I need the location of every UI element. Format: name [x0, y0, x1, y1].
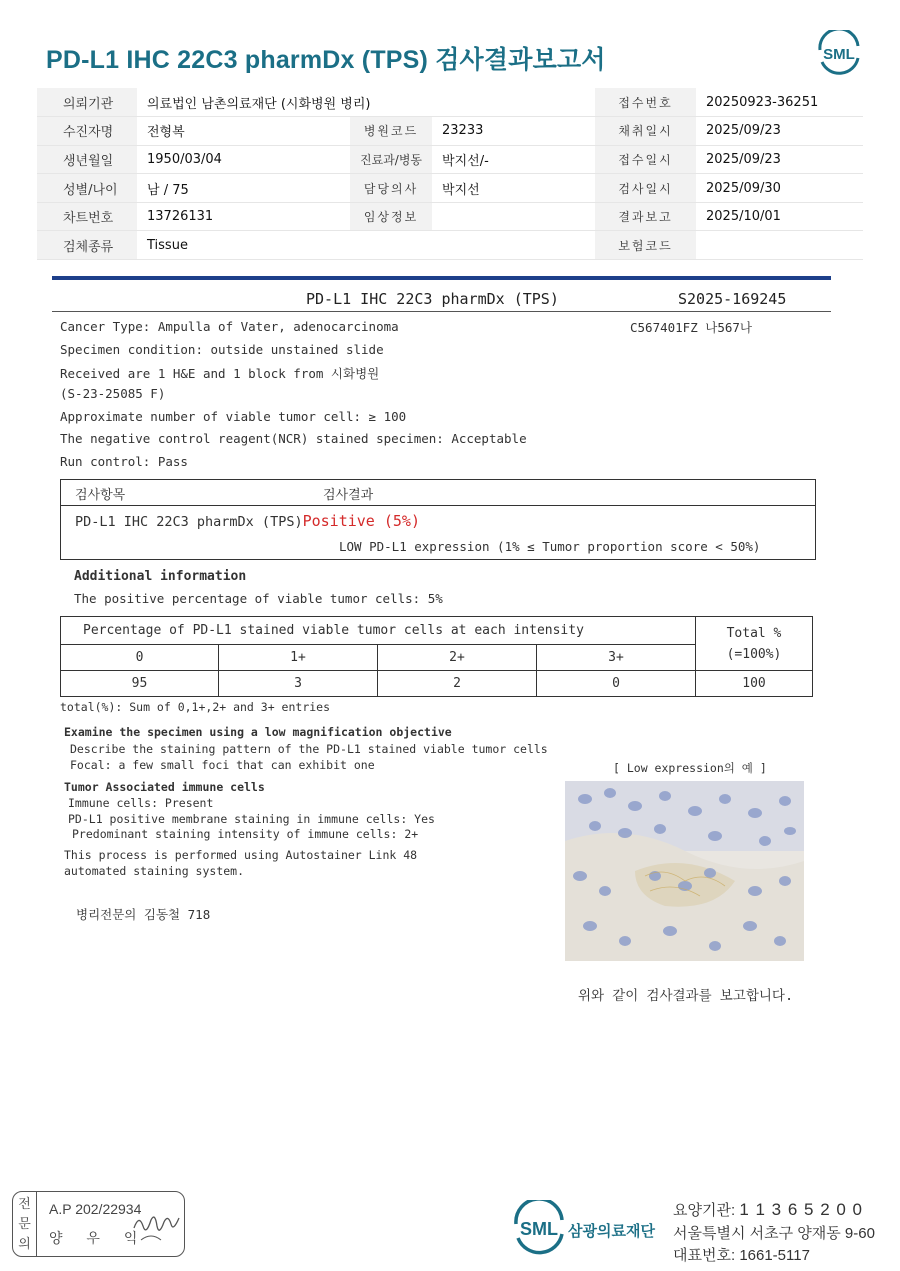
chart-label: 차트번호 — [37, 202, 137, 231]
total-label-1: Total % — [726, 625, 782, 641]
footer-phone: 1661-5117 — [739, 1247, 810, 1264]
report-test-name: PD-L1 IHC 22C3 pharmDx (TPS) — [306, 290, 559, 308]
process-line-2: automated staining system. — [64, 864, 245, 878]
clinical-label: 임상정보 — [350, 202, 432, 231]
report-title: PD-L1 IHC 22C3 pharmDx (TPS) 검사결과보고서 — [46, 46, 606, 74]
patient-info-table — [37, 88, 863, 260]
intensity-value-2: 2 — [378, 671, 537, 697]
microscopy-image — [565, 781, 804, 961]
doctor-value: 박지선 — [432, 174, 595, 203]
result-header-item: 검사항목 — [75, 488, 126, 503]
specimen-code: C567401FZ 나567나 — [630, 320, 752, 335]
immune-line-3: Predominant staining intensity of immune cells: 2+ — [72, 827, 419, 841]
institution-label: 의뢰기관 — [37, 88, 137, 117]
report-date-value: 2025/10/01 — [696, 202, 863, 231]
sex-age-value: 남 / 75 — [137, 174, 350, 203]
dept-value: 박지선/- — [432, 145, 595, 174]
birth-label: 생년월일 — [37, 145, 137, 174]
examine-line-2: Focal: a few small foci that can exhibit one — [70, 758, 375, 772]
process-line-1: This process is performed using Autostainer Link 48 — [64, 848, 418, 862]
result-item: PD-L1 IHC 22C3 pharmDx (TPS) — [75, 514, 303, 530]
insurance-label: 보험코드 — [595, 231, 696, 260]
intensity-total: 100 — [696, 671, 813, 697]
institution-value: 의료법인 남촌의료재단 (시화병원 병리) — [137, 88, 595, 117]
specimen-label: 검체종류 — [37, 231, 137, 260]
immune-title: Tumor Associated immune cells — [64, 780, 265, 794]
footer-logo — [510, 1200, 670, 1256]
receipt-date-label: 접수일시 — [595, 145, 696, 174]
pathologist-stamp — [12, 1191, 185, 1257]
clinical-value — [432, 202, 595, 231]
immune-line-2: PD-L1 positive membrane staining in immune cells: Yes — [68, 812, 435, 826]
received-line: Received are 1 H&E and 1 block from 시화병원 — [60, 366, 380, 381]
specimen-value: Tissue — [137, 231, 595, 260]
intensity-table — [60, 616, 813, 697]
immune-line-1: Immune cells: Present — [68, 796, 214, 810]
viable-tumor-line: Approximate number of viable tumor cell: ≥ 100 — [60, 409, 407, 424]
insurance-value — [696, 231, 863, 260]
intensity-value-3: 0 — [537, 671, 696, 697]
test-date-value: 2025/09/30 — [696, 174, 863, 203]
report-number: S2025-169245 — [678, 290, 787, 308]
result-positive-value: Positive (5%) — [302, 512, 420, 530]
sex-age-label: 성별/나이 — [37, 174, 137, 203]
sml-logo-icon — [814, 30, 864, 76]
hospital-code-label: 병원코드 — [350, 117, 432, 146]
report-date-label: 결과보고 — [595, 202, 696, 231]
intensity-header-2: 2+ — [378, 645, 537, 671]
result-row — [75, 512, 420, 530]
stamp-ap-number: A.P 202/22934 — [49, 1201, 142, 1217]
receipt-no-value: 20250923-36251 — [696, 88, 863, 117]
closing-statement: 위와 같이 검사결과를 보고합니다. — [578, 988, 794, 1004]
intensity-header-3: 3+ — [537, 645, 696, 671]
additional-info-title: Additional information — [74, 569, 247, 584]
run-control-line: Run control: Pass — [60, 454, 188, 469]
signature-icon — [131, 1206, 183, 1248]
dept-label: 진료과/병동 — [350, 145, 432, 174]
receipt-no-label: 접수번호 — [595, 88, 696, 117]
stamp-name: 양 우 익 — [49, 1230, 148, 1246]
intensity-table-title: Percentage of PD-L1 stained viable tumor cells at each intensity — [61, 617, 696, 645]
total-header — [696, 617, 813, 671]
receipt-date-value: 2025/09/23 — [696, 145, 863, 174]
footer-address: 서울특별시 서초구 양재동 9-60 — [673, 1225, 875, 1242]
svg-text:SML: SML — [520, 1219, 558, 1239]
test-date-label: 검사일시 — [595, 174, 696, 203]
hospital-code-value: 23233 — [432, 117, 595, 146]
additional-info-text: The positive percentage of viable tumor cells: 5% — [74, 591, 443, 606]
footer-org-name: 삼광의료재단 — [568, 1223, 655, 1240]
result-header-result: 검사결과 — [323, 488, 374, 503]
pathologist: 병리전문의 김동철 718 — [76, 907, 211, 922]
result-box — [60, 479, 816, 560]
svg-text:SML: SML — [823, 46, 855, 63]
total-label-2: (=100%) — [726, 646, 782, 662]
examine-line-1: Describe the staining pattern of the PD-L1 stained viable tumor cells — [70, 742, 548, 756]
footer-code: 1 1 3 6 5 2 0 0 — [739, 1200, 864, 1219]
sml-footer-logo-icon — [510, 1200, 568, 1256]
footer-phone-label: 대표번호: — [673, 1247, 736, 1264]
intensity-header-1: 1+ — [219, 645, 378, 671]
intensity-value-1: 3 — [219, 671, 378, 697]
stamp-vertical-label: 전 문 의 — [13, 1192, 37, 1256]
specimen-condition-line: Specimen condition: outside unstained slide — [60, 342, 384, 357]
result-note: LOW PD-L1 expression (1% ≤ Tumor proportion score < 50%) — [339, 539, 761, 554]
slide-no-line: (S-23-25085 F) — [60, 386, 166, 401]
patient-value: 전형복 — [137, 117, 350, 146]
collect-date-value: 2025/09/23 — [696, 117, 863, 146]
footer-code-label: 요양기관: — [673, 1202, 736, 1219]
intensity-value-0: 95 — [61, 671, 219, 697]
doctor-label: 담당의사 — [350, 174, 432, 203]
section-divider — [52, 276, 831, 280]
intensity-header-0: 0 — [61, 645, 219, 671]
cancer-type-line: Cancer Type: Ampulla of Vater, adenocarcinoma — [60, 319, 399, 334]
footer-phone-row — [673, 1244, 810, 1265]
report-header — [52, 288, 831, 312]
footer-code-row — [673, 1199, 863, 1220]
collect-date-label: 채취일시 — [595, 117, 696, 146]
table-footnote: total(%): Sum of 0,1+,2+ and 3+ entries — [60, 700, 331, 714]
birth-value: 1950/03/04 — [137, 145, 350, 174]
ncr-line: The negative control reagent(NCR) stained specimen: Acceptable — [60, 431, 527, 446]
chart-value: 13726131 — [137, 202, 350, 231]
examine-title: Examine the specimen using a low magnification objective — [64, 725, 452, 739]
patient-label: 수진자명 — [37, 117, 137, 146]
result-header — [61, 480, 815, 506]
image-caption: [ Low expression의 예 ] — [613, 761, 767, 775]
